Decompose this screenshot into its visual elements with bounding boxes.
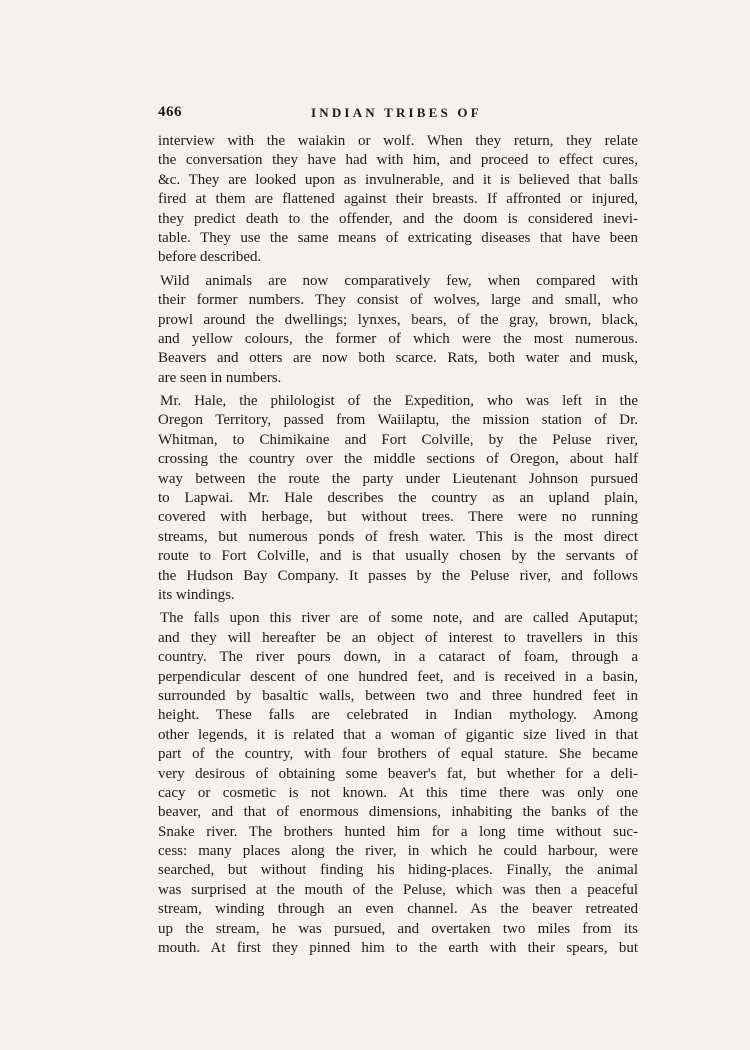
text-line: interview with the waiakin or wolf. When they return, they relate (158, 133, 638, 149)
text-line: route to Fort Colville, and is that usually chosen by the servants of (158, 548, 638, 565)
running-head: INDIAN TRIBES OF (311, 105, 482, 120)
text-line: country. The river pours down, in a cataract of foam, through a (158, 649, 638, 666)
text-line: cacy or cosmetic is not known. At this time there was only one (158, 784, 638, 801)
text-line: streams, but numerous ponds of fresh water. This is the most direct (158, 528, 638, 545)
text-line: The falls upon this river are of some note, and are called Aputaput; (160, 610, 638, 627)
text-line: are seen in numbers. (158, 369, 282, 386)
text-line: surrounded by basaltic walls, between two and three hundred feet in (158, 687, 638, 704)
text-line: Mr. Hale, the philologist of the Expedition, who was left in the (160, 393, 638, 410)
text-line: Beavers and otters are now both scarce. Rats, both water and musk, (158, 350, 638, 367)
paragraph-2 (158, 272, 638, 388)
text-line: its windings. (158, 586, 235, 603)
text-line: before described. (158, 249, 262, 266)
text-line: cess: many places along the river, in which he could harbour, were (158, 843, 638, 860)
page-number: 466 (158, 104, 182, 120)
page-header (158, 104, 638, 126)
text-line: way between the route the party under Lieutenant Johnson pursued (158, 470, 638, 487)
text-line: Snake river. The brothers hunted him for a long time without suc- (158, 823, 638, 840)
text-line: part of the country, with four brothers of equal stature. She became (158, 746, 638, 763)
text-line: very desirous of obtaining some beaver's fat, but whether for a deli- (158, 765, 638, 782)
text-line: Wild animals are now comparatively few, when compared with (160, 272, 638, 289)
text-line: &c. They are looked upon as invulnerable, and it is believed that balls (158, 171, 638, 188)
text-line: stream, winding through an even channel. As the beaver retreated (158, 901, 638, 918)
text-line: searched, but without finding his hiding-places. Finally, the animal (158, 862, 638, 879)
text-line: perpendicular descent of one hundred feet, and is received in a basin, (158, 668, 638, 685)
text-line: their former numbers. They consist of wolves, large and small, who (158, 292, 638, 309)
paragraph-4 (158, 609, 638, 958)
text-line: height. These falls are celebrated in Indian mythology. Among (158, 707, 638, 724)
text-line: and they will hereafter be an object of interest to travellers in this (158, 629, 638, 646)
text-line: up the stream, he was pursued, and overtaken two miles from its (158, 920, 638, 937)
paragraph-3 (158, 392, 638, 605)
text-line: other legends, it is related that a woman of gigantic size lived in that (158, 726, 638, 743)
text-line: covered with herbage, but without trees. There were no running (158, 509, 638, 526)
text-line: and yellow colours, the former of which were the most numerous. (158, 330, 638, 347)
text-line: they predict death to the offender, and the doom is considered inevi- (158, 210, 638, 227)
text-line: Oregon Territory, passed from Waiilaptu, the mission station of Dr. (158, 412, 638, 429)
text-line: fired at them are flattened against their breasts. If affronted or injured, (158, 191, 638, 208)
text-line: crossing the country over the middle sections of Oregon, about half (158, 451, 638, 468)
text-line: was surprised at the mouth of the Peluse, which was then a peaceful (158, 881, 638, 898)
text-line: to Lapwai. Mr. Hale describes the country as an upland plain, (158, 490, 638, 507)
text-line: Whitman, to Chimikaine and Fort Colville, by the Peluse river, (158, 431, 638, 448)
text-line: the Hudson Bay Company. It passes by the Peluse river, and follows (158, 567, 638, 584)
text-line: mouth. At first they pinned him to the earth with their spears, but (158, 940, 638, 957)
text-line: prowl around the dwellings; lynxes, bears, of the gray, brown, black, (158, 311, 638, 328)
paragraph-1 (158, 132, 638, 268)
text-line: table. They use the same means of extricating diseases that have been (158, 229, 638, 246)
text-line: beaver, and that of enormous dimensions, inhabiting the banks of the (158, 804, 638, 821)
body-text (158, 132, 638, 962)
text-line: the conversation they have had with him, and proceed to effect cures, (158, 152, 638, 169)
